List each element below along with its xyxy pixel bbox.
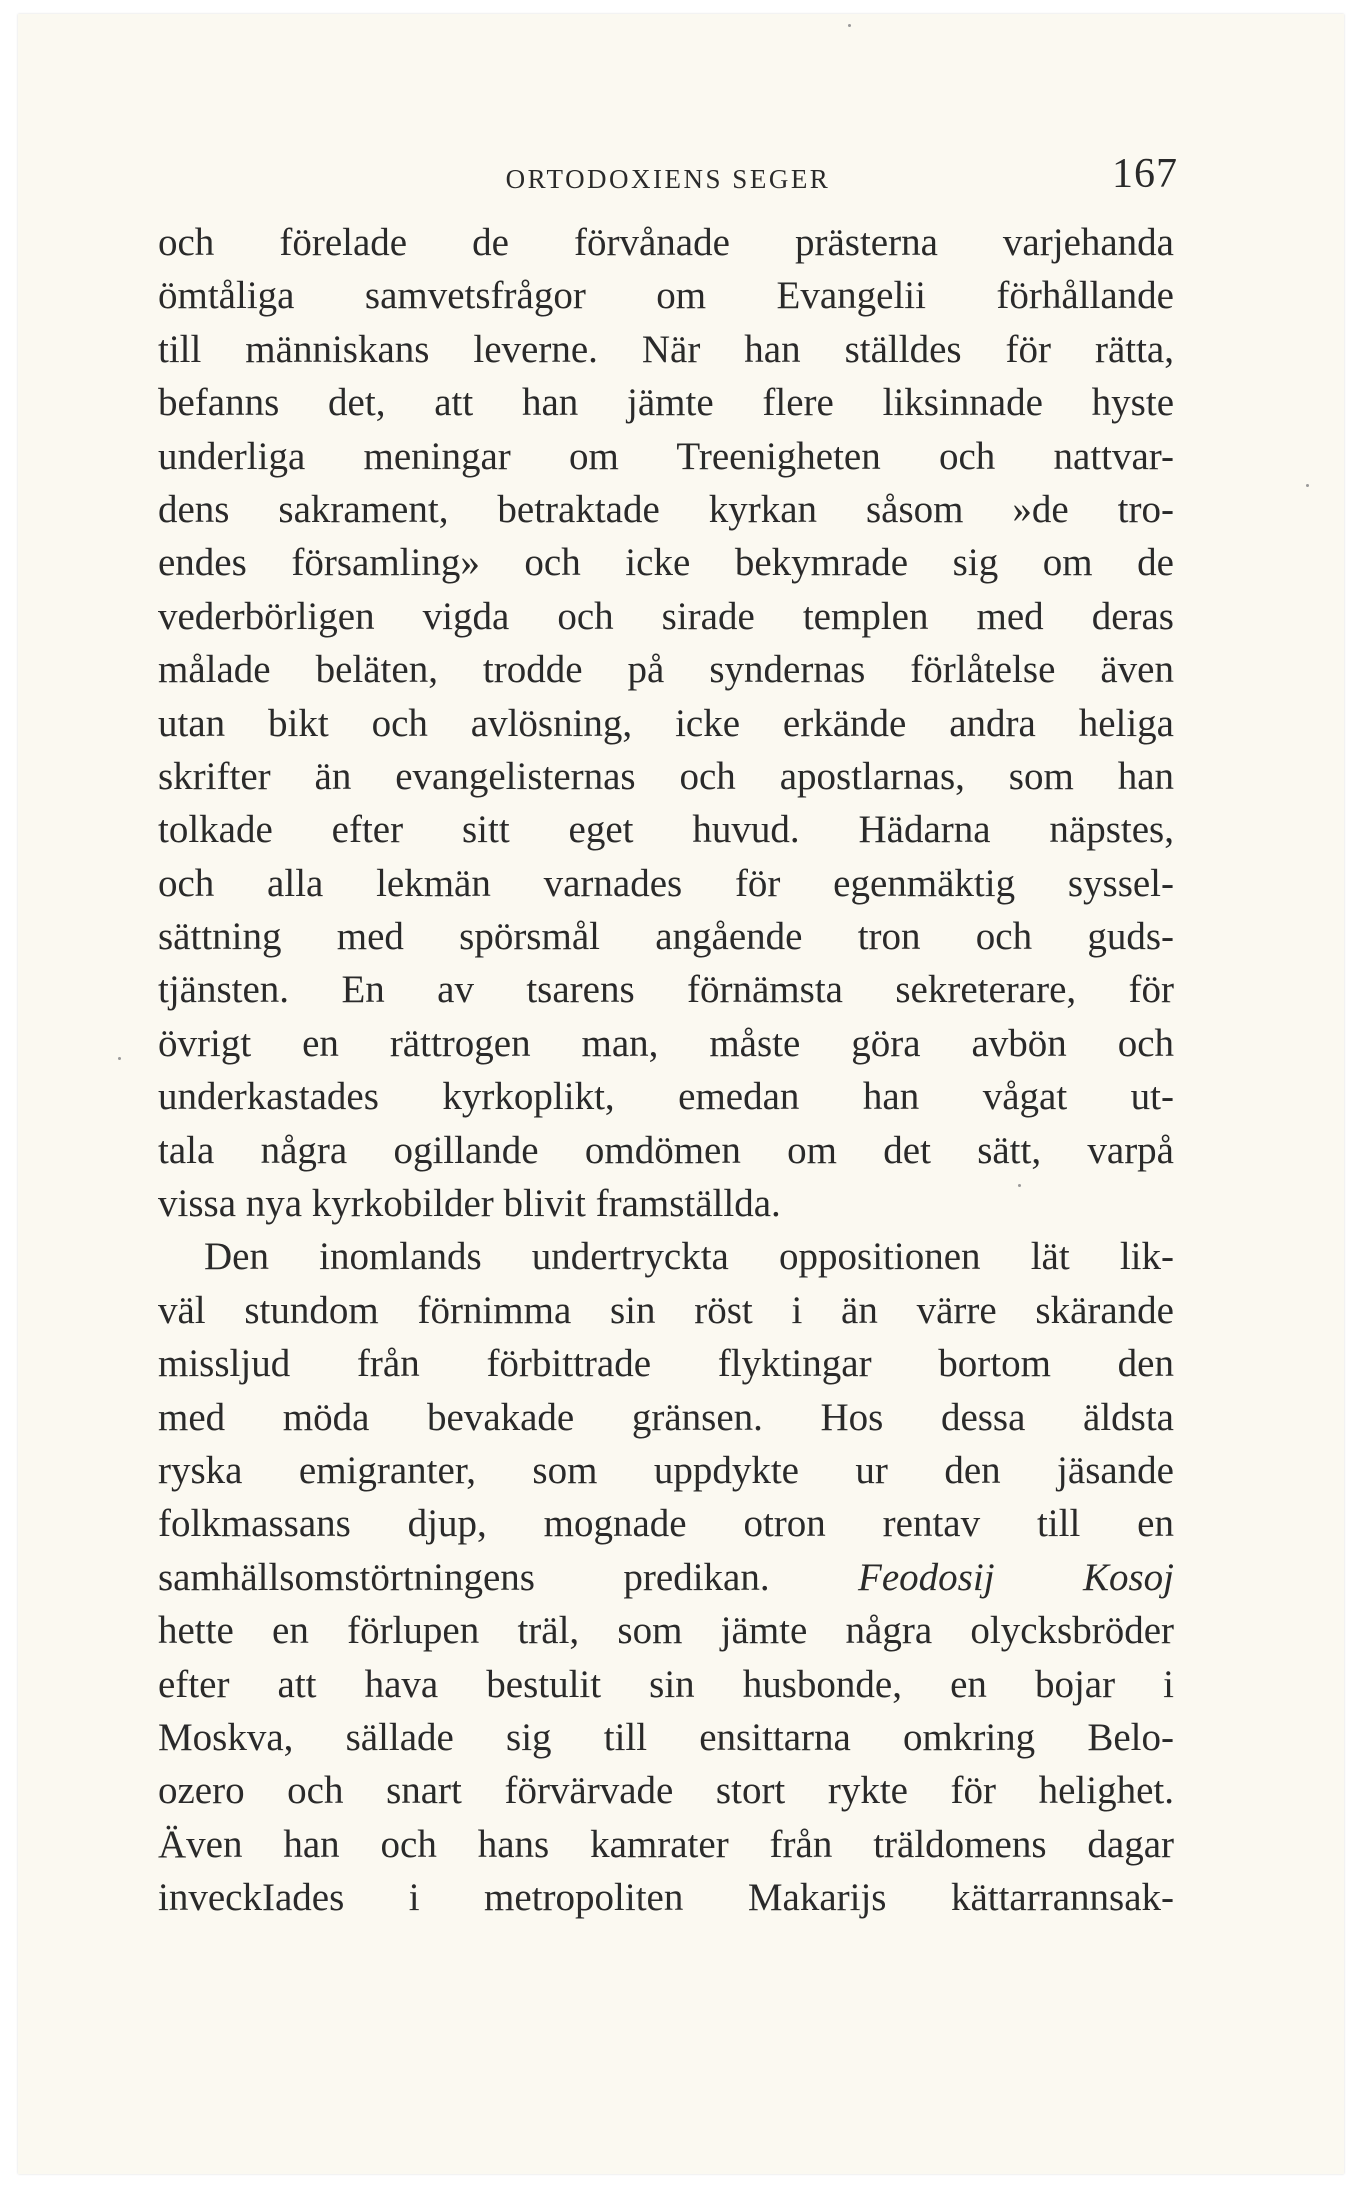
text-line: tolkade efter sitt eget huvud. Hädarna näpstes, bbox=[158, 808, 1174, 852]
text-line: skrifter än evangelisternas och apostlarnas, som han bbox=[158, 754, 1174, 798]
text-line: sättning med spörsmål angående tron och guds- bbox=[158, 915, 1174, 959]
text-line: och alla lekmän varnades för egenmäktig syssel- bbox=[158, 861, 1174, 905]
text-line: Den inomlands undertryckta oppositionen lät lik- bbox=[204, 1235, 1174, 1279]
text-line: inveckIades i metropoliten Makarijs kättarrannsak- bbox=[158, 1876, 1174, 1920]
text-line: utan bikt och avlösning, icke erkände andra heliga bbox=[158, 701, 1174, 745]
text-line: underkastades kyrkoplikt, emedan han vågat ut- bbox=[158, 1075, 1174, 1119]
paragraph-1 bbox=[158, 216, 1174, 1230]
text-line: till människans leverne. När han ställdes för rätta, bbox=[158, 327, 1174, 371]
page-number: 167 bbox=[1112, 151, 1178, 197]
paper-speck bbox=[118, 1057, 121, 1060]
text-line: underliga meningar om Treenigheten och nattvar- bbox=[158, 434, 1174, 478]
text-line: vissa nya kyrkobilder blivit framställda. bbox=[158, 1182, 781, 1226]
text-line: ömtåliga samvetsfrågor om Evangelii förhållande bbox=[158, 274, 1174, 318]
text-line: och förelade de förvånade prästerna varjehanda bbox=[158, 221, 1174, 264]
text-line: dens sakrament, betraktade kyrkan såsom »de tro- bbox=[158, 487, 1174, 531]
paragraph-2 bbox=[158, 1230, 1174, 1924]
text-line: målade beläten, trodde på syndernas förlåtelse även bbox=[158, 648, 1174, 692]
text-line: Moskva, sällade sig till ensittarna omkring Belo- bbox=[158, 1715, 1174, 1759]
text-line: ozero och snart förvärvade stort rykte för helighet. bbox=[158, 1769, 1174, 1813]
book-page bbox=[18, 14, 1344, 2174]
text-line: efter att hava bestulit sin husbonde, en bojar i bbox=[158, 1662, 1174, 1706]
text-line: tala några ogillande omdömen om det sätt, varpå bbox=[158, 1128, 1174, 1172]
text-line: folkmassans djup, mognade otron rentav till en bbox=[158, 1502, 1174, 1546]
running-head bbox=[158, 150, 1178, 206]
paper-speck bbox=[1018, 1184, 1021, 1187]
italic-name: Feodosij Kosoj bbox=[858, 1555, 1174, 1599]
text-line-mixed bbox=[158, 1551, 1174, 1604]
running-title: ORTODOXIENS SEGER bbox=[505, 164, 831, 194]
text-line: väl stundom förnimma sin röst i än värre skärande bbox=[158, 1288, 1174, 1332]
text-line: med möda bevakade gränsen. Hos dessa äldsta bbox=[158, 1395, 1174, 1439]
text-line: vederbörligen vigda och sirade templen med deras bbox=[158, 594, 1174, 638]
text-line: missljud från förbittrade flyktingar bortom den bbox=[158, 1342, 1174, 1386]
text-body bbox=[158, 216, 1174, 1925]
paper-speck bbox=[1306, 484, 1309, 487]
text-line: hette en förlupen träl, som jämte några olycksbröder bbox=[158, 1609, 1174, 1653]
text-line: tjänsten. En av tsarens förnämsta sekreterare, för bbox=[158, 968, 1174, 1012]
text-line: befanns det, att han jämte flere liksinnade hyste bbox=[158, 381, 1174, 425]
text-line: Även han och hans kamrater från träldomens dagar bbox=[158, 1822, 1174, 1866]
text-line: endes församling» och icke bekymrade sig om de bbox=[158, 541, 1174, 585]
text-line: övrigt en rättrogen man, måste göra avbön och bbox=[158, 1021, 1174, 1065]
paper-speck bbox=[848, 24, 851, 27]
text-line: ryska emigranter, som uppdykte ur den jäsande bbox=[158, 1448, 1174, 1492]
text-segment: samhällsomstörtningens predikan. bbox=[158, 1555, 770, 1599]
